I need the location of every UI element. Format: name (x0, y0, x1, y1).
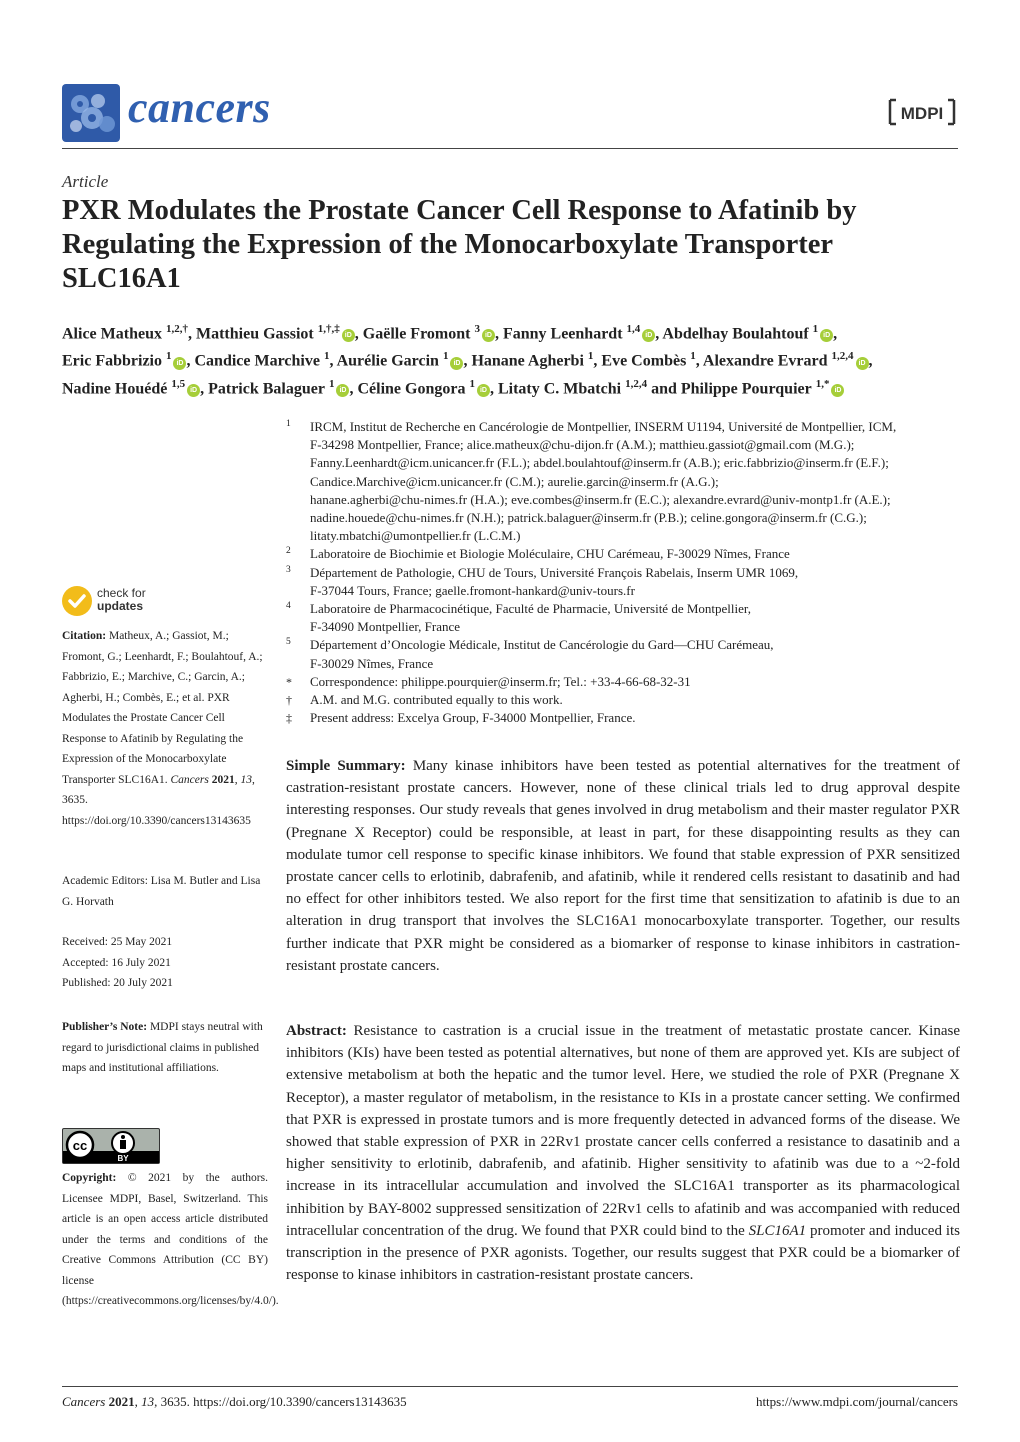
header-rule (62, 148, 958, 149)
publisher-note (62, 1017, 268, 1079)
received-date: Received: 25 May 2021 (62, 936, 173, 948)
author-name: Alice Matheux (62, 325, 162, 343)
affiliation-item (286, 709, 962, 727)
affiliation-item (286, 545, 962, 563)
author-affiliation-marker: 1 (469, 377, 475, 390)
article-type: Article (62, 172, 109, 191)
orcid-icon[interactable]: iD (831, 384, 844, 397)
author-affiliation-marker: 1,2,4 (831, 350, 854, 363)
author-separator: , (186, 352, 191, 370)
citation-journal: Cancers (170, 773, 209, 786)
journal-logo (62, 84, 120, 142)
affiliation-item (286, 636, 962, 672)
footer-rule (62, 1386, 958, 1387)
affiliation-item (286, 418, 962, 545)
author-list (62, 318, 962, 400)
publisher-note-label: Publisher’s Note: (62, 1021, 148, 1033)
author-name: Céline Gongora (357, 379, 466, 397)
affiliation-marker: 4 (286, 601, 291, 612)
affiliation-line: Fanny.Leenhardt@icm.unicancer.fr (F.L.); abdel.boulahtouf@inserm.fr (A.B.); eric.fabbrizio@inserm.fr (E.F.); (310, 455, 889, 471)
author-affiliation-marker: 1,* (815, 377, 830, 390)
dates-block (62, 932, 268, 994)
academic-editors: Academic Editors: Lisa M. Butler and Lisa G. Horvath (62, 875, 261, 908)
affiliation-item (286, 691, 962, 709)
affiliation-line: F-30029 Nîmes, France (310, 655, 434, 671)
citation-year: 2021 (211, 773, 235, 786)
citation-text: Matheux, A.; Gassiot, M.; Fromont, G.; Leenhardt, F.; Boulahtouf, A.; Fabbrizio, E.; Marchive, C.; Garcin, A.; Agherbi, H.; Combès, E.; et al. PXR Modulates the Prostate Cancer Cell Response to Afatinib by Regulating the Expression of the Monocarboxylate Transporter SLC16A1. (62, 630, 263, 786)
citation-block: Citation: Matheux, A.; Gassiot, M.; Fromont, G.; Leenhardt, F.; Boulahtouf, A.; Fabbrizio, E.; Marchive, C.; Garcin, A.; Agherbi, H.; Combès, E.; et al. PXR Modulates the Prostate Cancer Cell Response to Afatinib by Regulating the Expression of the Monocarboxylate Transporter SLC16A1. Cancers 2021, 13, 3635. https://doi.org/10.3390/cancers13143635 (62, 630, 263, 827)
footer-doi[interactable]: , 3635. https://doi.org/10.3390/cancers13143635 (154, 1394, 407, 1409)
citation-doi[interactable]: , 3635. https://doi.org/10.3390/cancers13143635 (62, 773, 255, 827)
author-separator: , (655, 325, 660, 343)
author-separator: , (695, 352, 700, 370)
check-updates-badge[interactable] (97, 587, 146, 613)
check-updates-icon[interactable] (62, 586, 92, 616)
copyright-text: © 2021 by the authors. Licensee MDPI, Basel, Switzerland. This article is an open access article distributed under the terms and conditions of the Creative Commons Attribution (CC BY) license (https://creativecommons.org/licenses/by/4.0/). (62, 1172, 279, 1307)
author-line-1 (62, 318, 962, 345)
affiliation-line: Present address: Excelya Group, F-34000 Montpellier, France. (310, 710, 636, 726)
author-affiliation-marker: 1,5 (171, 377, 186, 390)
cc-by-license-icon[interactable] (62, 1128, 160, 1164)
svg-text:cc: cc (72, 1138, 88, 1153)
author-affiliation-marker: 1 (690, 350, 696, 363)
cc-by-label: BY (117, 1154, 129, 1163)
author-affiliation-marker: 1 (328, 377, 335, 390)
abstract-text-1: Resistance to castration is a crucial issue in the treatment of metastatic prostate cancer. Kinase inhibitors (KIs) have been tested as potential alternatives, but none of them are approved yet. KIs are subject of extensive metabolism at both the hepatic and the tumor level. Here, we studied the role of PXR (Pregnane X Receptor), a master regulator of metabolism, in the resistance to KIs in a prostate cancer setting. We confirmed that PXR is expressed in prostate tumors and is more frequently detected in advanced forms of the disease. We showed that stable expression of PXR in 22Rv1 prostate cancer cells conferred a resistance to dasatinib and a higher sensitivity to erlotinib, dabrafenib, and afatinib. Higher sensitivity to afatinib was due to a ~2-fold increase in its intracellular accumulation and involved the SLC16A1 transporter as its pharmacological inhibition by BAY-8002 suppressed sensitization of 22Rv1 cells to afatinib and was accompanied with reduced intracellular concentration of the drug. We found that PXR could bind to the (286, 1023, 961, 1239)
author-name: Aurélie Garcin (336, 352, 439, 370)
footer-year: 2021 (108, 1394, 135, 1409)
author-affiliation-marker: 1,†,‡ (317, 323, 340, 335)
orcid-icon[interactable]: iD (336, 384, 349, 397)
orcid-icon[interactable]: iD (477, 384, 490, 397)
affiliation-line: A.M. and M.G. contributed equally to this work. (310, 692, 563, 708)
affiliation-line: litaty.mbatchi@umontpellier.fr (L.C.M.) (310, 528, 521, 544)
footer-journal-url[interactable]: https://www.mdpi.com/journal/cancers (755, 1394, 958, 1409)
footer-volume: 13 (141, 1394, 155, 1409)
author-separator: , (200, 379, 205, 397)
orcid-icon[interactable]: iD (173, 357, 186, 370)
author-separator: , (463, 352, 468, 370)
affiliation-line: F-37044 Tours, France; gaelle.fromont-hankard@univ-tours.fr (310, 582, 635, 598)
author-affiliation-marker: 1,2,4 (625, 377, 648, 390)
affiliation-item (286, 564, 962, 600)
footer-citation: Cancers 2021, 13, 3635. https://doi.org/10.3390/cancers13143635 (62, 1394, 407, 1409)
author-separator: , (868, 352, 873, 370)
affiliation-marker: 5 (286, 637, 291, 648)
affiliation-line: F-34298 Montpellier, France; alice.matheux@chu-dijon.fr (A.M.); matthieu.gassiot@gmail.com (M.G.); (310, 437, 855, 453)
mdpi-logo (886, 96, 958, 128)
orcid-icon[interactable]: iD (856, 357, 869, 370)
author-name: Litaty C. Mbatchi (497, 379, 622, 397)
article-title: PXR Modulates the Prostate Cancer Cell Response to Afatinib by Regulating the Expression of the Monocarboxylate Transporter SLC16A1 (62, 195, 857, 294)
author-name: Alexandre Evrard (702, 352, 828, 370)
author-affiliation-marker: 3 (474, 323, 480, 335)
accepted-date: Accepted: 16 July 2021 (62, 956, 171, 969)
abstract-gene-name: SLC16A1 (748, 1222, 807, 1239)
copyright-label: Copyright: (62, 1172, 117, 1184)
orcid-icon[interactable]: iD (187, 384, 200, 397)
author-name: Eric Fabbrizio (62, 352, 162, 370)
author-name: Gaëlle Fromont (362, 325, 471, 343)
affiliation-marker: 1 (286, 419, 291, 429)
check-updates-line2: updates (97, 599, 144, 613)
affiliation-line: hanane.agherbi@chu-nimes.fr (H.A.); eve.combes@inserm.fr (E.C.); alexandre.evrard@univ-montp1.fr (A.E.); (310, 491, 891, 507)
publisher-name: MDPI (900, 104, 944, 123)
author-affiliation-marker: 1,4 (626, 323, 641, 335)
affiliation-marker: ‡ (286, 711, 292, 726)
abstract (286, 1020, 960, 1286)
simple-summary (286, 755, 960, 977)
author-name: Candice Marchive (194, 352, 320, 370)
affiliation-marker: † (286, 693, 292, 708)
author-name: Patrick Balaguer (208, 379, 325, 397)
author-name: Nadine Houédé (62, 379, 168, 397)
footer-journal: Cancers (62, 1394, 106, 1409)
author-separator: , (489, 379, 494, 397)
author-affiliation-marker: 1,2,† (165, 323, 188, 335)
author-name: Fanny Leenhardt (502, 325, 623, 343)
citation-volume: 13 (240, 773, 252, 786)
simple-summary-label: Simple Summary: (286, 758, 406, 774)
author-line-3 (62, 373, 962, 400)
affiliation-item (286, 600, 962, 636)
check-updates-line1: check for (97, 586, 146, 600)
author-name: Matthieu Gassiot (195, 325, 314, 343)
affiliation-line: F-34090 Montpellier, France (310, 619, 461, 635)
affiliation-line: Correspondence: philippe.pourquier@inserm.fr; Tel.: +33-4-66-68-32-31 (310, 673, 691, 689)
abstract-text-2: promoter and induced its transcription in the presence of PXR agonists. Together, our results suggest that PXR could be a biomarker of response to kinase inhibitors in castration-resistant prostate cancers. (286, 1222, 961, 1284)
author-line-2 (62, 345, 962, 372)
author-separator: , (593, 352, 598, 370)
orcid-icon[interactable]: iD (342, 329, 355, 342)
author-separator: , (329, 352, 334, 370)
affiliation-marker: 2 (286, 546, 291, 557)
journal-name: cancers (128, 83, 271, 132)
affiliation-item (286, 673, 962, 691)
affiliation-list (286, 418, 962, 727)
author-separator: , (833, 325, 838, 343)
affiliation-line: nadine.houede@chu-nimes.fr (N.H.); patrick.balaguer@inserm.fr (P.B.); celine.gongora@inserm.fr (C.G.); (310, 510, 867, 526)
orcid-icon[interactable]: iD (642, 329, 655, 342)
author-separator: , (187, 325, 192, 343)
author-separator: , (494, 325, 499, 343)
affiliation-marker: 3 (286, 564, 291, 575)
affiliation-marker: * (286, 674, 292, 689)
author-name: Eve Combès (601, 352, 687, 370)
author-name: Hanane Agherbi (471, 352, 584, 370)
author-separator: , (354, 325, 359, 343)
abstract-label: Abstract: (286, 1023, 347, 1039)
affiliation-line: Département de Pathologie, CHU de Tours, Université François Rabelais, Inserm UMR 1069, (310, 564, 799, 580)
affiliation-line: Laboratoire de Biochimie et Biologie Moléculaire, CHU Carémeau, F-30029 Nîmes, France (310, 546, 790, 562)
affiliation-line: IRCM, Institut de Recherche en Cancérologie de Montpellier, INSERM U1194, Université de Montpellier, ICM, (310, 419, 897, 434)
orcid-icon[interactable]: iD (482, 329, 495, 342)
orcid-icon[interactable]: iD (820, 329, 833, 342)
published-date: Published: 20 July 2021 (62, 977, 173, 989)
author-name: and Philippe Pourquier (651, 379, 812, 397)
affiliation-line: Candice.Marchive@icm.unicancer.fr (C.M.); aurelie.garcin@inserm.fr (A.G.); (310, 473, 719, 489)
publisher-note-text: MDPI stays neutral with regard to jurisdictional claims in published maps and institutional affiliations. (62, 1021, 263, 1074)
author-affiliation-marker: 1 (165, 350, 172, 363)
citation-label: Citation: (62, 630, 107, 642)
author-affiliation-marker: 1 (812, 323, 819, 335)
author-affiliation-marker: 1 (587, 350, 594, 363)
affiliation-line: Département d’Oncologie Médicale, Institut de Cancérologie du Gard—CHU Carémeau, (310, 637, 774, 653)
copyright-block (62, 1168, 279, 1312)
orcid-icon[interactable]: iD (450, 357, 463, 370)
author-affiliation-marker: 1 (323, 350, 330, 363)
affiliation-line: Laboratoire de Pharmacocinétique, Faculté de Pharmacie, Université de Montpellier, (310, 601, 751, 617)
simple-summary-text: Many kinase inhibitors have been tested as potential alternatives for the treatment of castration-resistant prostate cancers. However, none of these clinical trials led to drug approval despite interesting responses. Our study reveals that genes involved in drug metabolism and their master regulator PXR (Pregnane X Receptor) could be responsible, at least in part, for these disappointing results as they can modulate tumor cell response to specific kinase inhibitors. We found that stable expression of PXR sensitized prostate cancer cells to erlotinib, dabrafenib, and afatinib, while it rendered cells resistant to dasatinib and had no effect for other inhibitors tested. We also report for the first time that sensitization to afatinib is due to an alteration in drug transport that involves the SLC16A1 monocarboxylate transporter. Together, our results further indicate that PXR might be considered as a biomarker of response to kinase inhibitors in castration-resistant prostate cancers. (286, 758, 961, 974)
author-separator: , (349, 379, 354, 397)
author-name: Abdelhay Boulahtouf (662, 325, 809, 343)
author-affiliation-marker: 1 (442, 350, 449, 363)
